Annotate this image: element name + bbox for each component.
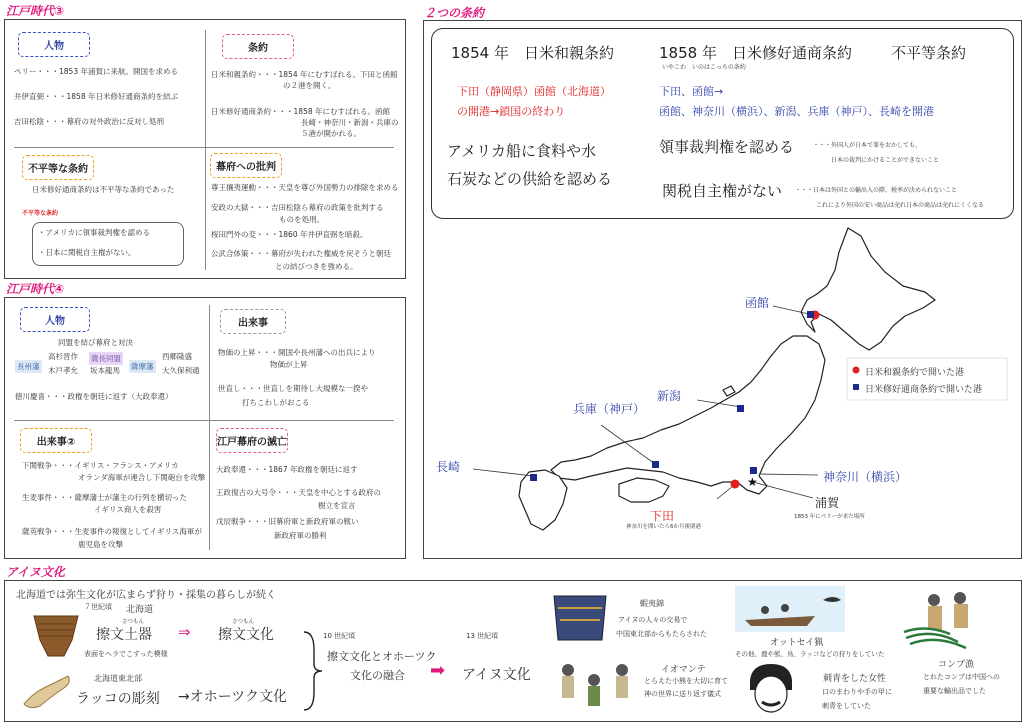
edo3-people-heading: 人物 [18, 32, 90, 57]
edo4-events2-5: 薩英戦争・・・生麦事件の報復としてイギリス海軍が [22, 527, 202, 536]
treaty1-name: 1854 年 日米和親条約 [451, 44, 614, 62]
legend-label-2: 日米修好通商条約で開いた港 [865, 385, 983, 395]
ainu-iomante: イオマンテ [661, 665, 706, 675]
kyushu-shape [519, 470, 567, 530]
treaty1-ports: 下田（静岡県）函館（北海道） [457, 85, 611, 98]
edo4-kido: 木戸孝允 [48, 366, 78, 375]
niigata-port [737, 405, 744, 412]
tattoo-woman-image [744, 660, 798, 716]
edo3-criticism-3: ものを処刑。 [279, 215, 324, 224]
treaty2-tariff: 関税自主権がない [662, 182, 783, 200]
ainu-tohoku: 北海道東北部 [94, 674, 142, 683]
edo4-yoshinobu: 徳川慶喜・・・政権を朝廷に返す（大政奉還） [15, 392, 173, 401]
treaty2-tariff-note1: ・・・日本は外国との輸出入の際、税率が決められないこと [795, 187, 958, 194]
edo3-treaty1-line1: 日米和親条約・・・1854 年にむすばれる。下田と函館 [211, 70, 398, 79]
legend-label-1: 日米和親条約で開いた港 [865, 368, 965, 378]
satsumon-pottery-image [30, 610, 82, 660]
ainu-c7: ７世紀頃 [84, 603, 112, 611]
edo3-treaty1-line2: の２港を開く。 [283, 81, 336, 90]
ainu-title: アイヌ文化 [6, 565, 65, 579]
treaty1-supply2: 石炭などの供給を認める [447, 170, 613, 188]
ezonishiki-image [548, 588, 612, 644]
edo3-criticism-2: 安政の大獄・・・吉田松陰ら幕府の政策を批判する [211, 203, 384, 212]
ainu-ezonishiki-note-1: アイヌの人々の交易で [618, 616, 688, 624]
edo3-person-ii: 井伊直弼・・・1858 年日米修好通商条約を結ぶ [14, 92, 178, 101]
edo4-event-2: 物価が上昇 [270, 360, 308, 369]
edo4-vdivider [209, 305, 210, 550]
edo4-events2-3: 生麦事件・・・薩摩藩士が藩主の行列を横切った [22, 493, 187, 502]
treaty2-consular-note1: ・・・外国人が日本で罪をおかしても、 [813, 142, 922, 149]
edo3-treaty-heading: 条約 [222, 34, 294, 59]
ainu-kombu: コンブ漁 [938, 660, 975, 670]
edo4-fall-5: 新政府軍の勝利 [274, 531, 327, 540]
hyogo-port [652, 461, 659, 468]
edo3-person-yoshida: 吉田松陰・・・幕府の対外政治に反対し処刑 [14, 117, 164, 126]
treaty1-result: の開港→鎖国の終わり [457, 105, 566, 118]
edo4-takasugi: 高杉晋作 [48, 352, 78, 361]
edo3-person-perry: ペリー・・・1853 年浦賀に来航。開国を求める [14, 67, 178, 76]
ainu-hokkaido: 北海道 [126, 605, 154, 615]
edo3-criticism-6: との結びつきを強める。 [275, 262, 358, 271]
edo4-title: 江戸時代④ [6, 282, 65, 296]
edo4-events2-4: イギリス商人を殺害 [94, 505, 162, 514]
edo3-criticism-heading: 幕府への批判 [210, 153, 282, 178]
ainu-seal: オットセイ猟 [770, 638, 824, 648]
treaty2-tariff-note2: これにより外国の安い商品は売れ日本の商品は売れにくくなる [816, 202, 985, 209]
edo4-saigo: 西郷隆盛 [162, 352, 192, 361]
ainu-satsumon-ruby-2: さつもん [232, 619, 255, 625]
iomante-image [548, 650, 642, 710]
edo3-treaty2-line1: 日米修好通商条約・・・1858 年にむすばれる。函館 [211, 107, 390, 116]
treaty2-ruby: いやこわ いのはこっちの条約 [662, 64, 746, 71]
edo3-unequal-label: 不平等な条約 [22, 210, 59, 217]
edo4-fall-2: 王政復古の大号令・・・天皇を中心とする政府の [216, 488, 381, 497]
ainu-satsumon-pottery: 擦文土器 [96, 627, 152, 643]
treaty2-ports2: 函館、神奈川（横浜）、新潟、兵庫（神戸）、長崎を開港 [659, 105, 934, 118]
map-label-hakodate: 函館 [745, 296, 770, 310]
edo4-sakamoto: 坂本龍馬 [90, 366, 120, 375]
shimoda-port [731, 480, 740, 489]
ainu-arrow-1: ⇒ [178, 623, 191, 641]
ainu-kombu-note-1: とれたコンブは中国への [923, 673, 1000, 681]
treaty2-unequal: 不平等条約 [891, 44, 967, 62]
edo4-people-heading: 人物 [20, 307, 90, 332]
ainu-fusion-1: 擦文文化とオホーツク [327, 650, 437, 663]
ainu-iomante-note-1: とらえた小熊を大切に育て [644, 677, 728, 685]
edo4-satcho-tag: 薩長同盟 [91, 354, 121, 363]
ainu-satsumon-culture: 擦文文化 [218, 627, 274, 643]
map-label-niigata: 新潟 [657, 389, 682, 403]
edo4-events2-6: 鹿児島を攻撃 [78, 540, 123, 549]
treaty2-consular: 領事裁判権を認める [659, 138, 795, 156]
legend-red-dot [853, 367, 860, 374]
edo3-criticism-4: 桜田門外の変・・・1860 年井伊直弼を暗殺。 [211, 230, 368, 239]
edo4-fall-4: 戊辰戦争・・・旧幕府軍と新政府軍の戦い [216, 517, 359, 526]
ainu-seal-note: その他、鹿や熊、鳥、ラッコなどの狩りをしていた [735, 650, 885, 658]
kombu-fishing-image [902, 588, 982, 652]
ainu-fusion-2: 文化の融合 [350, 669, 405, 682]
edo3-treaty2-line2: 長崎・神奈川・新潟・兵庫の [301, 118, 399, 127]
edo4-okubo: 大久保利通 [162, 366, 200, 375]
ainu-kombu-note-2: 重要な輸出品でした [923, 687, 986, 695]
edo4-event-1: 物価の上昇・・・開国や長州藩への出兵により [218, 348, 376, 357]
ainu-tattoo-note-1: 口のまわりや手の甲に [822, 688, 892, 696]
edo4-events2-heading: 出来事② [20, 428, 92, 453]
edo4-events2-2: オランダ海軍が連合し下関砲台を攻撃 [78, 473, 206, 482]
map-shimoda-note: 神奈川を開いたら6か月後閉港 [626, 524, 702, 530]
ainu-otter: ラッコの彫刻 [76, 691, 160, 707]
seal-hunting-image [735, 586, 845, 632]
ainu-brace [300, 630, 324, 712]
edo3-criticism-1: 尊王攘夷運動・・・天皇を尊び外国勢力の排除を求める [211, 183, 399, 192]
edo4-fall-heading: 江戸幕府の滅亡 [216, 428, 288, 453]
edo3-title: 江戸時代③ [6, 4, 65, 18]
hokkaido-shape [801, 228, 935, 350]
shikoku-shape [619, 478, 669, 502]
edo4-event-3: 世直し・・・世直しを期待し大規模な一揆や [218, 384, 368, 393]
ainu-culture: アイヌ文化 [462, 667, 531, 683]
edo4-satsuma-tag: 薩摩藩 [131, 362, 154, 371]
kanagawa-port [750, 467, 757, 474]
ainu-tattoo-note-2: 刺青をしていた [822, 702, 871, 710]
edo4-events2-1: 下関戦争・・・イギリス・フランス・アメリカ [22, 461, 179, 470]
edo4-choshu-tag: 長州藩 [17, 362, 40, 371]
ainu-intro: 北海道では弥生文化が広まらず狩り・採集の暮らしが続く [16, 590, 276, 601]
edo3-vdivider [205, 30, 206, 270]
edo3-unequal-item2: ・日本に関税自主権がない。 [38, 248, 136, 257]
edo3-criticism-5: 公武合体策・・・幕府が失われた権威を戻そうと朝廷 [211, 249, 391, 258]
otter-carving-image [20, 672, 74, 712]
edo3-unequal-heading: 不平等な条約 [22, 155, 94, 180]
hakodate-blue-port [807, 311, 814, 318]
map-label-shimoda: 下田 [650, 509, 675, 523]
treaty2-name: 1858 年 日米修好通商条約 [659, 44, 852, 62]
ainu-c10: 10 世紀頃 [323, 632, 356, 640]
legend-blue-square [853, 384, 859, 390]
nagasaki-port [530, 474, 537, 481]
treaties-title: ２つの条約 [424, 6, 485, 20]
ainu-ezonishiki-note-2: 中国東北部からもたらされた [616, 630, 707, 638]
edo3-unequal-item1: ・アメリカに領事裁判権を認める [38, 228, 150, 237]
edo4-event-4: 打ちこわしがおこる [242, 398, 310, 407]
map-label-uraga: 浦賀 [815, 496, 840, 510]
ainu-satsumon-ruby-1: さつもん [122, 619, 145, 625]
treaty2-consular-note2: 日本の裁判にかけることができないこと [831, 157, 940, 164]
ainu-tattoo: 刺青をした女性 [823, 674, 887, 684]
map-label-kanagawa: 神奈川（横浜） [823, 470, 908, 484]
ainu-arrow-2: ➡ [430, 660, 446, 681]
ainu-okhotsk: →オホーツク文化 [178, 689, 288, 705]
uraga-star: ★ [747, 475, 758, 489]
sado-shape [723, 386, 735, 396]
edo3-unequal-text: 日米修好通商条約は不平等な条約であった [32, 185, 175, 194]
map-label-hyogo: 兵庫（神戸） [573, 402, 646, 416]
edo3-hdivider [14, 147, 394, 148]
edo4-fall-1: 大政奉還・・・1867 年政権を朝廷に返す [216, 465, 358, 474]
ainu-iomante-note-2: 神の世界に送り返す儀式 [644, 690, 721, 698]
edo3-treaty2-line3: ５港が開かれる。 [301, 129, 361, 138]
treaty1-supply1: アメリカ船に食料や水 [447, 142, 596, 160]
edo4-fall-3: 樹立を宣言 [318, 501, 356, 510]
ainu-satsumon-note: 表面をヘラでこすった模様 [84, 650, 168, 658]
edo4-events-heading: 出来事 [220, 309, 286, 334]
treaty2-ports1: 下田、函館→ [659, 85, 724, 98]
edo4-hdivider [14, 420, 394, 421]
map-label-nagasaki: 長崎 [436, 460, 461, 474]
ainu-c13: 13 世紀頃 [466, 632, 499, 640]
ainu-ezonishiki: 蝦夷錦 [640, 599, 664, 608]
edo4-alliance: 同盟を結び幕府と対決 [58, 338, 133, 347]
map-uraga-note: 1853 年にペリーが来た場所 [794, 514, 865, 520]
